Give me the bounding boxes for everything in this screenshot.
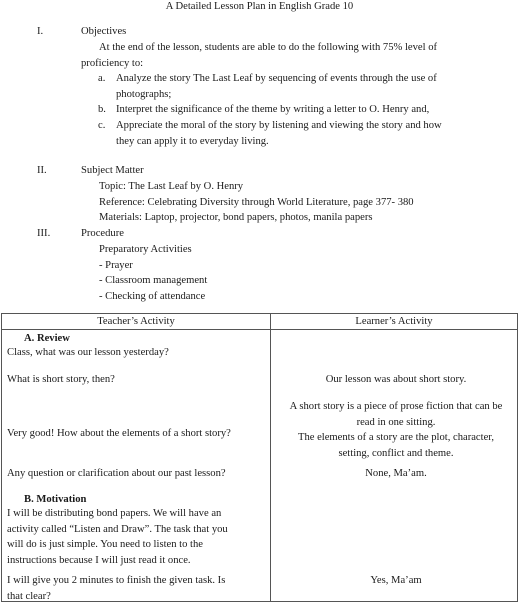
procedure-list-item: - Classroom management [99,275,208,287]
table-row [2,330,518,602]
learner-activity-cell [271,330,518,602]
teacher-line: instructions because I will just read it once. [7,554,191,566]
teacher-line: What is short story, then? [7,374,115,385]
objective-text: Appreciate the moral of the story by listening and viewing the story and how [116,119,442,131]
procedure-section [37,226,507,304]
section-numeral: II. [37,165,47,176]
table-header-row [2,314,518,330]
learner-line: A short story is a piece of prose fiction that can be [289,401,503,412]
learner-line: Yes, Ma’am [370,575,422,586]
review-heading: A. Review [24,333,70,344]
teacher-line: will do is just simple. You need to listen to the [7,539,203,551]
objective-text: Analyze the story The Last Leaf by sequencing of events through the use of [116,73,437,85]
learner-line: The elements of a story are the plot, character, [297,432,495,444]
teacher-activity-header: Teacher’s Activity [2,314,271,330]
objective-item [81,71,507,102]
teacher-line: Class, what was our lesson yesterday? [7,347,169,358]
objective-item [81,102,507,118]
motivation-heading: B. Motivation [24,494,87,505]
objective-text: photographs; [116,88,172,100]
procedure-subheading: Preparatory Activities [99,244,192,255]
learner-line: None, Ma’am. [365,468,427,479]
teacher-line: I will give you 2 minutes to finish the given task. Is [7,575,226,586]
objective-item [81,118,507,149]
teacher-line: I will be distributing bond papers. We will have an [7,508,222,519]
learner-activity-header: Learner’s Activity [271,314,518,330]
teacher-line: Any question or clarification about our past lesson? [7,468,226,479]
teacher-paragraph [7,573,265,604]
subject-matter-section [37,163,507,226]
section-numeral: I. [37,26,44,37]
objectives-intro-line: At the end of the lesson, students are able to do the following with 75% level of [99,42,438,53]
subject-reference: Reference: Celebrating Diversity through World Literature, page 377- 380 [99,196,414,208]
subject-topic: Topic: The Last Leaf by O. Henry [99,181,244,192]
teacher-paragraph [7,506,265,568]
learner-line: Our lesson was about short story. [325,374,467,385]
objective-letter: b. [98,104,106,116]
section-heading: Subject Matter [81,165,144,176]
section-heading: Procedure [81,228,124,239]
section-numeral: III. [37,228,51,239]
objectives-section [37,24,507,149]
objectives-intro [37,40,507,56]
learner-line: read in one sitting. [356,416,436,428]
teacher-activity-cell [2,330,271,602]
learner-line: setting, conflict and theme. [338,447,454,459]
procedure-list-item: - Checking of attendance [99,290,206,302]
teacher-line: that clear? [7,590,51,602]
objective-letter: a. [98,73,106,85]
teacher-line: Very good! How about the elements of a short story? [7,428,231,439]
procedure-list-item: - Prayer [99,259,133,271]
document-title: A Detailed Lesson Plan in English Grade 10 [165,1,354,12]
objective-letter: c. [98,119,106,131]
objective-text: they can apply it to everyday living. [116,135,269,147]
subject-materials: Materials: Laptop, projector, bond papers, photos, manila papers [99,212,373,224]
activity-table [1,313,518,602]
learner-paragraph [275,399,517,461]
section-heading: Objectives [81,26,127,37]
objective-text: Interpret the significance of the theme by writing a letter to O. Henry and, [116,104,430,116]
objectives-intro-line: proficiency to: [81,57,144,69]
teacher-line: activity called “Listen and Draw”. The task that you [7,523,228,535]
